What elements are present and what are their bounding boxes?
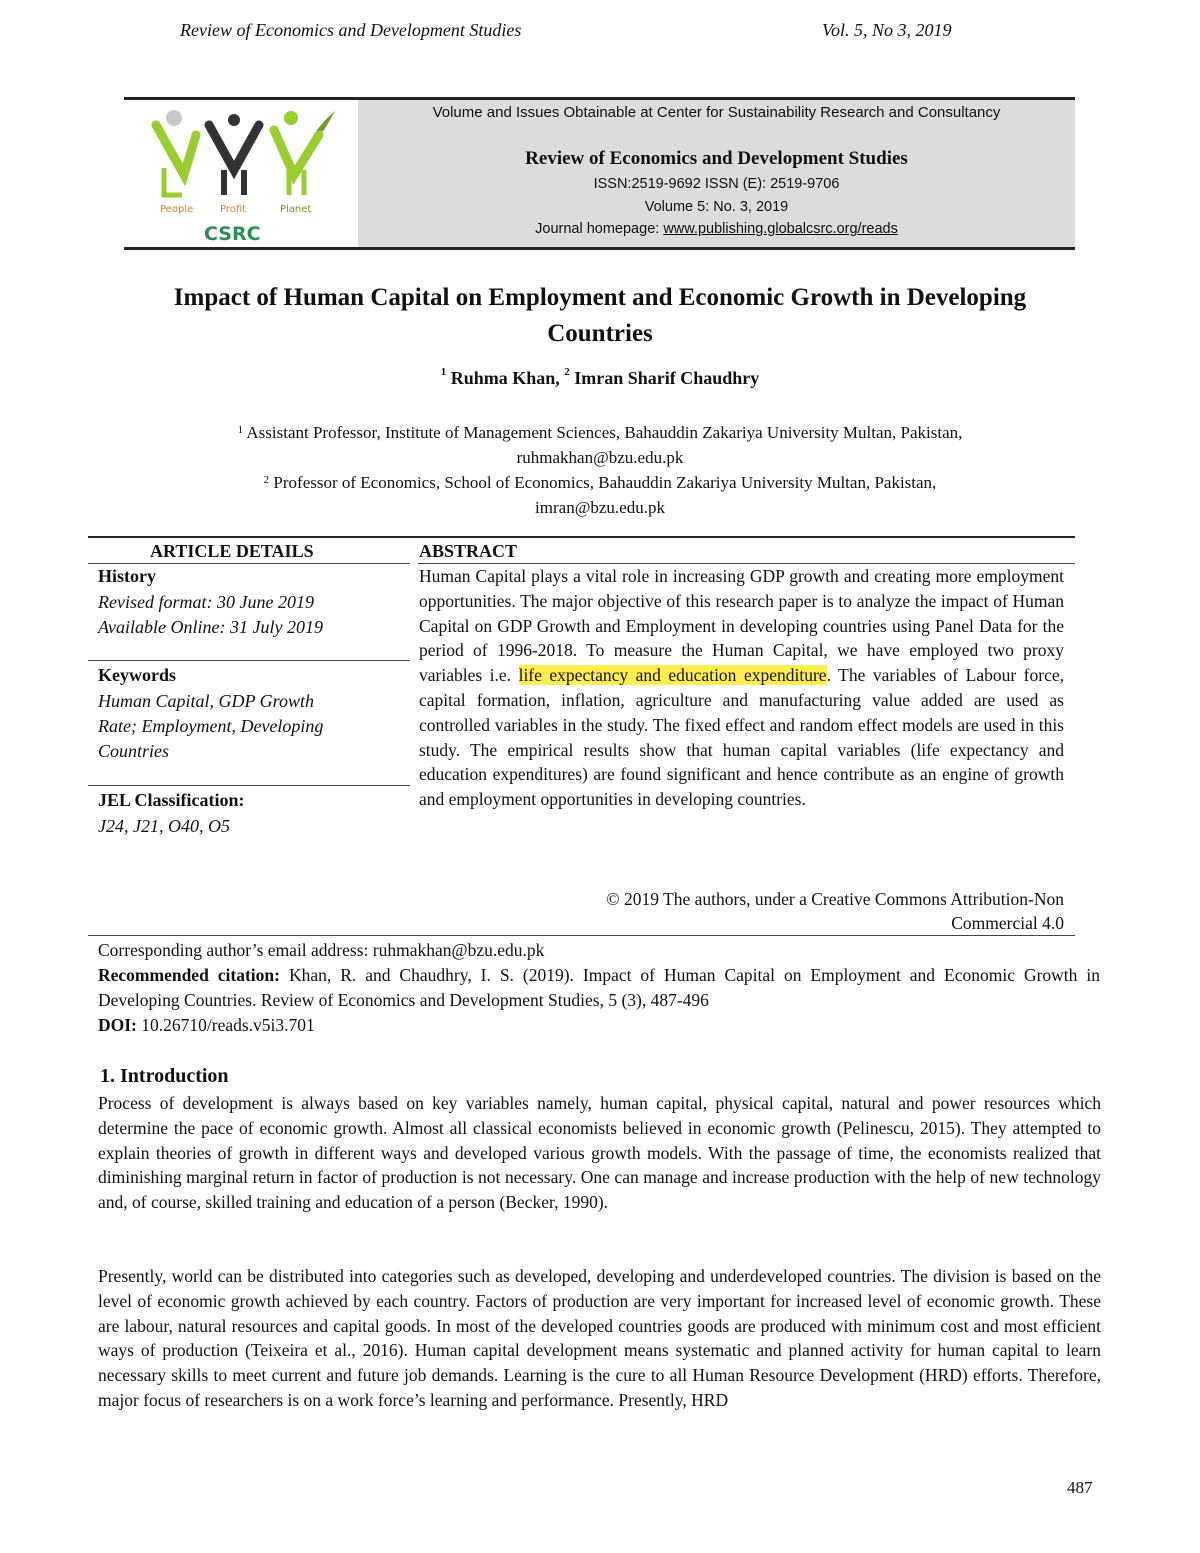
abstract-heading: ABSTRACT	[419, 541, 518, 561]
affil1-text: Assistant Professor, Institute of Management Sciences, Bahauddin Zakariya University Multan, Pakistan,	[246, 423, 963, 442]
keywords-line-3: Countries	[98, 741, 170, 761]
journal-availability: Volume and Issues Obtainable at Center for Sustainability Research and Consultancy	[432, 104, 1001, 121]
doi-label: DOI:	[98, 1015, 137, 1035]
citation-label: Recommended citation:	[98, 965, 280, 985]
affil2-text: Professor of Economics, School of Economics, Bahauddin Zakariya University Multan, Pakistan,	[273, 473, 937, 492]
history-rule	[88, 660, 410, 661]
top-rule	[88, 536, 1075, 538]
jel-label: JEL Classification:	[98, 790, 245, 810]
corresponding-email: Corresponding author’s email address: ruhmakhan@bzu.edu.pk	[98, 940, 545, 960]
affil2-email: imran@bzu.edu.pk	[535, 498, 665, 517]
affiliation-2	[80, 470, 1120, 520]
intro-paragraph-2: Presently, world can be distributed into categories such as developed, developing and underdeveloped countries. The division is based on the level of economic growth achieved by each country. Factors of production are very important for increased level of economic growth. These are labour, natural resources and capital goods. In most of the developed countries goods are produced with minimum cost and most efficient ways of production (Teixeira et al., 2016). Human capital development means systematic and planned activity for human capital to learn necessary skills to meet current and future job demands. Learning is the cure to all Human Resource Development (HRD) efforts. Therefore, major focus of researchers is on a work force’s learning and performance. Presently, HRD	[98, 1266, 1101, 1410]
journal-issn: ISSN:2519-9692 ISSN (E): 2519-9706	[593, 176, 840, 192]
author2-sup: 2	[564, 366, 570, 378]
affil1-sup: 1	[237, 424, 244, 436]
recommended-citation	[98, 963, 1100, 1013]
author1-sup: 1	[440, 366, 447, 378]
license-note	[419, 887, 1064, 935]
author-list	[100, 368, 1100, 389]
journal-homepage	[358, 221, 1075, 237]
abstract-part-2: . The variables of Labour force, capital formation, inflation, agriculture and manufacturing value added are used as controlled variables in the study. The fixed effect and random effect models are used in this study. The empirical results show that human capital variables (life expectancy and education expenditures) are found significant and hence contribute as an engine of growth and employment opportunities in developing countries.	[419, 665, 1064, 810]
paper-title-line-1: Impact of Human Capital on Employment and Economic Growth in Developing	[173, 284, 1027, 311]
page-number: 487	[1067, 1478, 1093, 1497]
paper-title-line-2: Countries	[547, 320, 653, 347]
jel-codes: J24, J21, O40, O5	[98, 816, 230, 836]
history-label: History	[98, 566, 156, 586]
author-2: Imran Sharif Chaudhry	[574, 368, 760, 388]
details-header-rule	[88, 563, 410, 564]
homepage-label: Journal homepage:	[535, 221, 664, 237]
journal-info	[358, 100, 1075, 247]
keywords-line-2: Rate; Employment, Developing	[98, 716, 324, 736]
affil2-sup: 2	[263, 474, 270, 486]
logo-label-planet: Planet	[280, 204, 312, 215]
intro-paragraph-1: Process of development is always based on key variables namely, human capital, physical capital, natural and power resources which determine the pace of economic growth. Almost all classical economists believed in economic growth (Pelinescu, 2015). They attempted to explain theories of growth in different ways and developed various growth models. With the passage of time, the economists realized that diminishing marginal return in factor of production is not necessary. One can manage and increase production with the help of new technology and, of course, skilled training and education of a person (Becker, 1990).	[98, 1093, 1101, 1213]
revised-date: Revised format: 30 June 2019	[98, 592, 314, 612]
bottom-rule	[88, 935, 1075, 936]
running-header-journal: Review of Economics and Development Studies	[180, 20, 522, 40]
journal-info-box	[124, 97, 1075, 250]
license-line-2: Commercial 4.0	[951, 913, 1064, 933]
keywords-rule	[88, 785, 410, 786]
doi-value: 10.26710/reads.v5i3.701	[136, 1015, 315, 1035]
author-1: Ruhma Khan,	[450, 368, 560, 388]
abstract-text	[419, 564, 1064, 812]
homepage-link[interactable]: www.publishing.globalcsrc.org/reads	[663, 221, 898, 237]
paper-title	[110, 280, 1090, 352]
keywords-label: Keywords	[98, 665, 176, 685]
running-header-volume: Vol. 5, No 3, 2019	[822, 20, 952, 40]
citation-text: Khan, R. and Chaudhry, I. S. (2019). Impact of Human Capital on Employment and Economic Growth in Developing Countries. Review of Economics and Development Studies, 5 (3), 487-496	[98, 965, 1100, 1010]
logo-label-profit: Profit	[220, 204, 247, 215]
article-details-heading: ARTICLE DETAILS	[150, 541, 314, 561]
journal-volume: Volume 5: No. 3, 2019	[644, 199, 789, 215]
logo-text: CSRC	[204, 223, 261, 245]
license-line-1: © 2019 The authors, under a Creative Commons Attribution-Non	[606, 889, 1064, 909]
abstract-highlight: life expectancy and education expenditure	[518, 665, 827, 686]
abstract-part-1: Human Capital plays a vital role in increasing GDP growth and creating more employment opportunities. The major objective of this research paper is to analyze the impact of Human Capital on GDP Growth and Employment in developing countries using Panel Data for the period of 1996-2018. To measure the Human Capital, we have employed two proxy variables i.e.	[419, 566, 1064, 686]
csrc-logo	[124, 100, 358, 247]
journal-title: Review of Economics and Development Studies	[525, 148, 908, 169]
csrc-logo-icon	[124, 100, 358, 247]
keywords-line-1: Human Capital, GDP Growth	[98, 691, 315, 711]
affiliation-1	[80, 420, 1120, 470]
logo-label-people: People	[160, 204, 194, 215]
affil1-email: ruhmakhan@bzu.edu.pk	[516, 448, 684, 467]
introduction-heading: 1. Introduction	[100, 1065, 229, 1087]
online-date: Available Online: 31 July 2019	[98, 617, 323, 637]
doi-line	[98, 1013, 1100, 1038]
